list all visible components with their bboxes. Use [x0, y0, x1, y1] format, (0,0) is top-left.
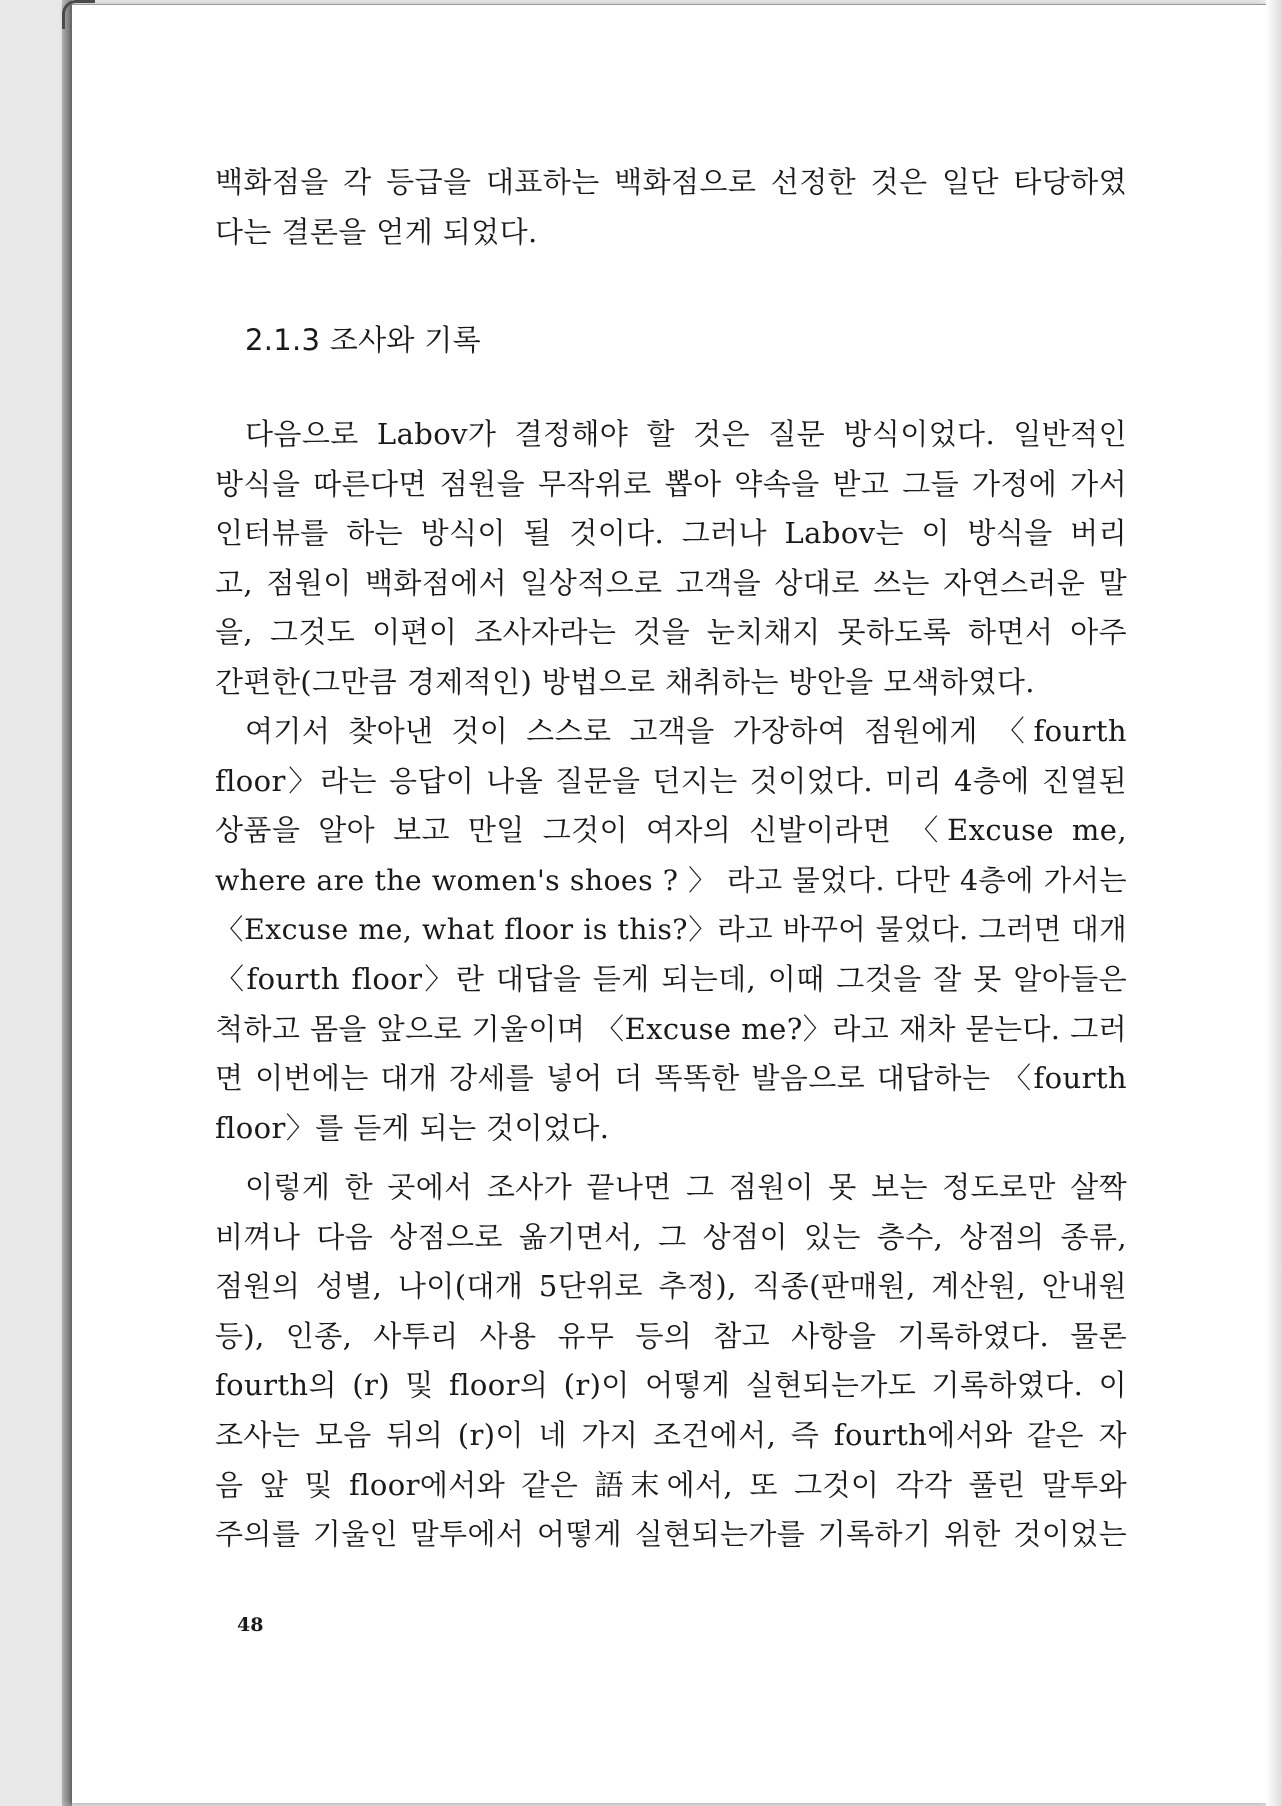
paragraph-1	[215, 158, 1127, 257]
text-line: 을, 그것도 이편이 조사자라는 것을 눈치채지 못하도록 하면서 아주	[215, 615, 1127, 650]
text-line: 이렇게 한 곳에서 조사가 끝나면 그 점원이 못 보는 정도로만 살짝	[245, 1170, 1127, 1204]
text-line: 고, 점원이 백화점에서 일상적으로 고객을 상대로 쓰는 자연스러운 말	[215, 565, 1127, 600]
text-line: 비껴나 다음 상점으로 옮기면서, 그 상점이 있는 층수, 상점의 종류,	[215, 1219, 1127, 1254]
text-line: 상품을 알아 보고 만일 그것이 여자의 신발이라면 〈Excuse me,	[215, 813, 1127, 848]
text-line: floor〉라는 응답이 나올 질문을 던지는 것이었다. 미리 4층에 진열된	[215, 763, 1127, 798]
text-line: 백화점을 각 등급을 대표하는 백화점으로 선정한 것은 일단 타당하였	[215, 165, 1127, 199]
text-line: floor〉를 듣게 되는 것이었다.	[215, 1110, 610, 1145]
paragraph-4	[215, 1163, 1127, 1560]
text-line: 간편한(그만큼 경제적인) 방법으로 채취하는 방안을 모색하였다.	[215, 664, 1035, 699]
text-line: fourth의 (r) 및 floor의 (r)이 어떻게 실현되는가도 기록하였다. 이	[215, 1368, 1127, 1403]
text-line: 등), 인종, 사투리 사용 유무 등의 참고 사항을 기록하였다. 물론	[215, 1318, 1127, 1353]
page-right-edge	[1266, 0, 1282, 1806]
text-line: 〈Excuse me, what floor is this?〉라고 바꾸어 물었다. 그러면 대개	[215, 913, 1127, 947]
text-line: 방식을 따른다면 점원을 무작위로 뽑아 약속을 받고 그들 가정에 가서	[215, 466, 1127, 501]
text-line: where are the women's shoes ? 〉 라고 물었다. 다만 4층에 가서는	[215, 863, 1127, 897]
text-line: 주의를 기울인 말투에서 어떻게 실현되는가를 기록하기 위한 것이었는	[215, 1517, 1127, 1552]
text-line: 점원의 성별, 나이(대개 5단위로 추정), 직종(판매원, 계산원, 안내원	[215, 1269, 1127, 1304]
text-line: 조사는 모음 뒤의 (r)이 네 가지 조건에서, 즉 fourth에서와 같은 자	[215, 1417, 1127, 1452]
paragraph-3	[215, 707, 1127, 1153]
text-line: 다음으로 Labov가 결정해야 할 것은 질문 방식이었다. 일반적인	[245, 417, 1127, 451]
text-line: 척하고 몸을 앞으로 기울이며 〈Excuse me?〉라고 재차 묻는다. 그러	[215, 1011, 1127, 1046]
paragraph-2	[215, 410, 1127, 708]
text-line: 음 앞 및 floor에서와 같은 語末에서, 또 그것이 각각 풀린 말투와	[215, 1467, 1127, 1502]
section-heading: 2.1.3 조사와 기록	[245, 323, 481, 357]
text-line: 인터뷰를 하는 방식이 될 것이다. 그러나 Labov는 이 방식을 버리	[215, 516, 1127, 551]
text-line: 여기서 찾아낸 것이 스스로 고객을 가장하여 점원에게 〈fourth	[245, 714, 1127, 748]
page-number: 48	[237, 1614, 264, 1636]
text-line: 다는 결론을 얻게 되었다.	[215, 214, 538, 249]
page-corner-curl	[62, 0, 95, 29]
text-line: 면 이번에는 대개 강세를 넣어 더 똑똑한 발음으로 대답하는 〈fourth	[215, 1061, 1127, 1096]
text-line: 〈fourth floor〉란 대답을 듣게 되는데, 이때 그것을 잘 못 알아들은	[215, 961, 1127, 996]
